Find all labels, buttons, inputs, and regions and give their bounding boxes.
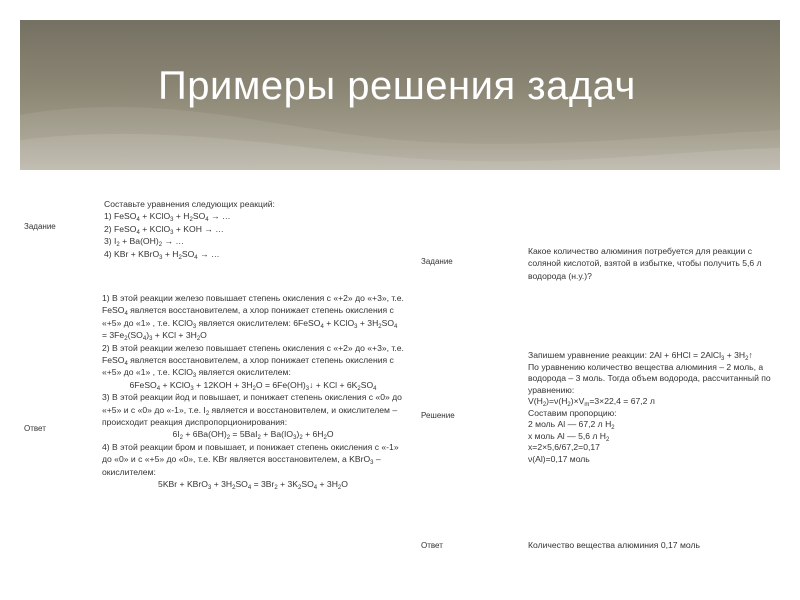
left-answer-text: 1) В этой реакции железо повышает степень окисления с «+2» до «+3», т.е. FeSO$_4$ является восстановителем, а хлор понижает степень окисления с «+5» до «1» , т.е. KClO$_3$ является окислителем: 6FeSO$_4$ + KClO$_3$ + $3H_2SO_4 = 3Fe_2(SO_4)_3$ + KCl + $3H_2O$ 2) В этой реакции железо повышает степень окисления с «+2» до «+3», т.е. FeSO$_4$ является восстановителем, а хлор понижает степень окисления с «+5» до «1» , т.е. KClO$_3$ является окислителем: 6FeSO$_4$ + KClO$_3$ + $12KOH + 3H_2O$ = $6Fe(OH)_3↓$ + KCl + $6K_2SO_4$ 3) В этой реакции йод и повышает, и понижает степень окисления с «0» до «+5» и с «0» до «-1», т.е. $I_2$ является и восстановителем, и окислителем – происходит реакция диспропорционирования: $6I_2 + 6Ba(OH)_2 = 5BaI_2 + Ba(IO_3)_2 + 6H_2O$ 4) В этой реакции бром и повышает, и понижает степень окисления с «-1» до «0» и с «+5» до «0», т.е. KBr является восстановителем, а KBrO$_3$ – окислителем: 5KBr + KBrO$_3$ + $3H_2SO_4 = 3Br_2 + 3K_2SO_4 + 3H_2O$ bbox=[102, 293, 404, 492]
right-answer-text: Количество вещества алюминия 0,17 моль bbox=[528, 540, 700, 550]
left-task-label: Задание bbox=[24, 222, 56, 231]
slide-title: Примеры решения задач bbox=[158, 64, 636, 108]
left-task-item-1: 1) FeSO$_4$ + KClO$_3$ + $H_2SO_4$ → … bbox=[104, 211, 231, 224]
right-task-text: Какое количество алюминия потребуется для реакции с соляной кислотой, взятой в избытке, чтобы получить 5,6 л водорода (н.у.)? bbox=[528, 246, 762, 281]
right-answer-label: Ответ bbox=[421, 541, 443, 550]
right-task-label: Задание bbox=[421, 257, 453, 266]
left-task-item-3: 3) $I_2 + Ba(OH)_2$ → … bbox=[104, 236, 184, 249]
title-banner bbox=[20, 20, 780, 170]
left-answer-label: Ответ bbox=[24, 424, 46, 433]
left-task-text bbox=[104, 198, 304, 260]
right-solution-label: Решение bbox=[421, 411, 455, 420]
left-task-item-4: 4) KBr + KBrO$_3$ + $H_2SO_4$ → … bbox=[104, 248, 220, 261]
left-task-intro: Составьте уравнения следующих реакций: bbox=[104, 199, 275, 209]
right-solution-text: Запишем уравнение реакции: 2Al + 6HCl = 2AlCl$_3$ + $3H_2↑$ По уравнению количество вещества алюминия – 2 моль, а водорода – 3 моль. Тогда объем водорода, рассчитанный по уравнению: $V(H_2)=\nu(H_2)\times V_m=3\times 22,4 = 67,2$ л Составим пропорцию: 2 моль Al — 67,2 л $H_2$ x моль Al — 5,6 л $H_2$ x=2×5,6/67,2=0,17 ν(Al)=0,17 моль bbox=[528, 350, 771, 464]
left-task-item-2: 2) FeSO$_4$ + KClO$_3$ + KOH → … bbox=[104, 223, 224, 236]
